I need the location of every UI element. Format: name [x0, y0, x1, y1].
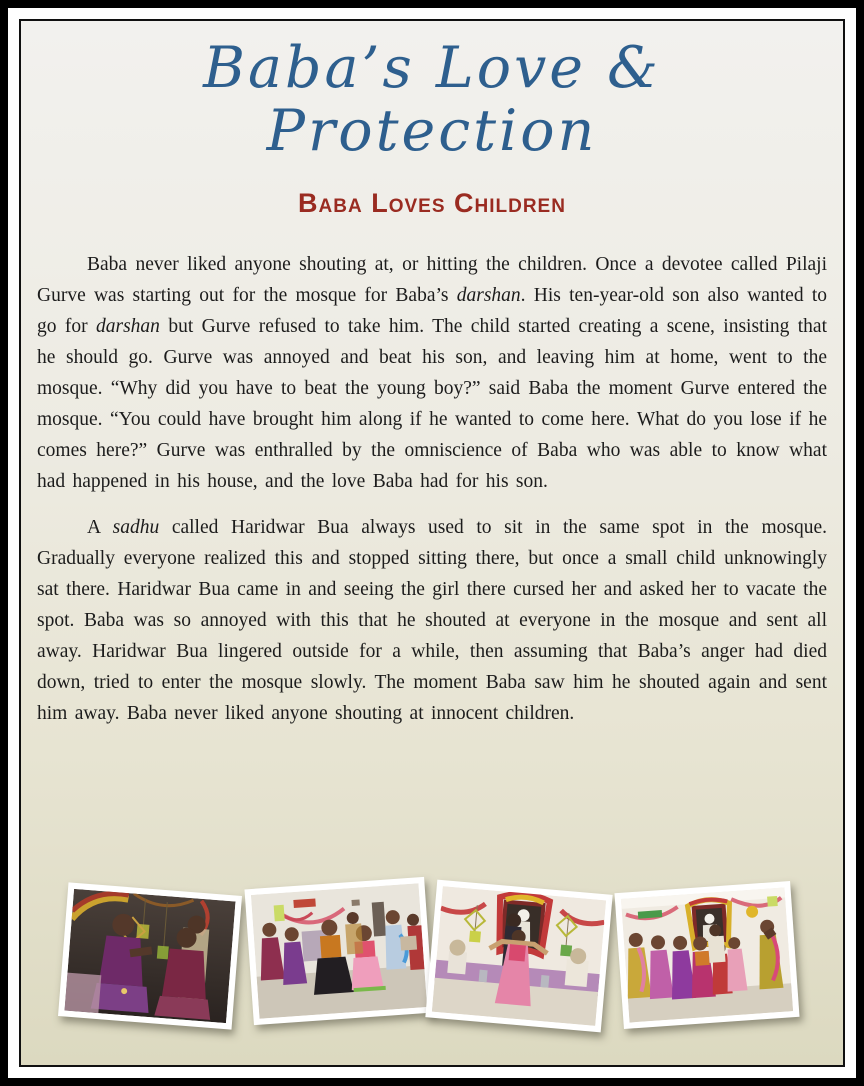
photo-children-dancing-in-hall: [244, 877, 433, 1025]
photo-children-dancing-in-hall-image: [251, 883, 427, 1018]
photo-two-girls-dancing-dark-room-image: [64, 889, 235, 1023]
photo-girl-pink-dress-before-altar-image: [432, 886, 606, 1026]
photo-two-girls-dancing-dark-room: [58, 882, 242, 1029]
page-white-mat: [8, 8, 856, 1078]
page-subtitle: Baba Loves Children: [298, 188, 566, 219]
page-content: [19, 19, 845, 1067]
photo-group-around-baba-portrait: [614, 881, 799, 1029]
paragraph-pilaji-gurve: Baba never liked anyone shouting at, or hitting the children. Once a devotee called Pilaji Gurve was starting out for the mosque for Baba’s darshan. His ten-year-old son also wanted to go for darshan but Gurve refused to take him. The child started creating a scene, insisting that he should go. Gurve was annoyed and beat his son, and leaving him at home, went to the mosque. “Why did you have to beat the young boy?” said Baba the moment Gurve entered the mosque. “You could have brought him along if he wanted to come here. What do you lose if he comes here?” Gurve was enthralled by the omniscience of Baba who was able to know what had happened in his house, and the love Baba had for his son.: [37, 254, 827, 493]
paragraph-haridwar-bua: A sadhu called Haridwar Bua always used to sit in the same spot in the mosque. Gradually everyone realized this and stopped sitting there, but once a small child unknowingly sat there. Haridwar Bua came in and seeing the girl there cursed her and asked her to vacate the spot. Baba was so annoyed with this that he shouted at everyone in the mosque and sent all away. Haridwar Bua lingered outside for a while, then assuming that Baba’s anger had died down, tried to enter the mosque slowly. The moment Baba saw him he shouted again and sent him away. Baba never liked anyone shouting at innocent children.: [37, 517, 827, 725]
page-title: Baba’s Love & Protection: [203, 35, 661, 164]
photo-girl-pink-dress-before-altar: [425, 880, 612, 1033]
photo-group-around-baba-portrait-image: [621, 887, 793, 1022]
body-text: [37, 249, 827, 729]
